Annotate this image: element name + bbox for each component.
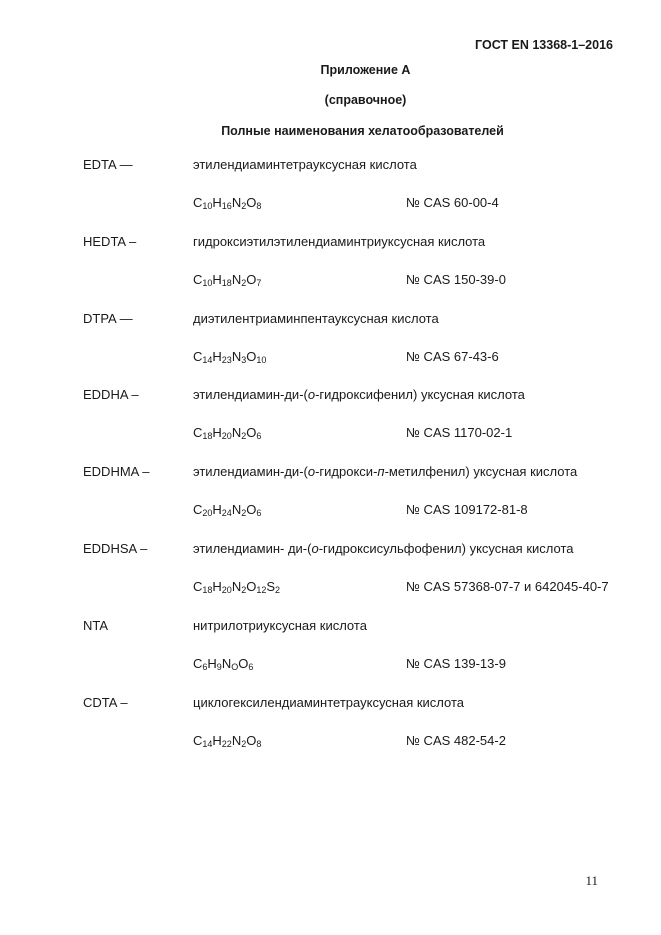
chelator-full-name: гидроксиэтилэтилендиаминтриуксусная кислота — [193, 233, 486, 249]
chelator-abbreviation: EDDHA – — [83, 387, 139, 403]
chelator-full-name: этилендиамин-ди-(о-гидрокси-п-метилфенил) уксусная кислота — [193, 464, 578, 480]
cas-number: № CAS 60-00-4 — [406, 195, 499, 210]
chelator-full-name: циклогексилендиаминтетрауксусная кислота — [193, 694, 465, 710]
chelator-entry — [0, 464, 661, 544]
cas-number: № CAS 482-54-2 — [406, 732, 506, 748]
chelator-full-name: этилендиамин- ди-(о-гидроксисульфофенил) уксусная кислота — [193, 541, 574, 556]
chelator-abbreviation: EDTA — — [83, 157, 133, 172]
chelator-entry — [0, 157, 661, 237]
cas-number: № CAS 139-13-9 — [406, 655, 506, 671]
chelator-abbreviation: CDTA – — [83, 694, 128, 710]
chelator-entry — [0, 541, 661, 621]
cas-number: № CAS 109172-81-8 — [406, 502, 528, 518]
chelator-abbreviation: EDDHMA – — [83, 464, 150, 480]
chelator-full-name: нитрилотриуксусная кислота — [193, 617, 367, 633]
page-number: 11 — [585, 873, 598, 888]
appendix-heading: Приложение А — [320, 63, 411, 77]
chelator-entry — [0, 618, 661, 698]
section-title: Полные наименования хелатообразователей — [221, 124, 504, 138]
chelator-full-name: этилендиамин-ди-(о-гидроксифенил) уксусная кислота — [193, 387, 525, 403]
chemical-formula: $C_{10}H_{16}N_2O_8$ — [193, 195, 262, 211]
chemical-formula: $C_{20}H_{24}N_2O_6$ — [193, 502, 262, 519]
standard-designation: ГОСТ EN 13368-1–2016 — [475, 38, 613, 52]
chemical-formula: $C_{14}H_{22}N_2O_8$ — [193, 732, 262, 749]
appendix-type: (справочное) — [324, 93, 407, 107]
chemical-formula: $C_{18}H_{20}N_2O_{12}S_2$ — [193, 579, 281, 595]
cas-number: № CAS 1170-02-1 — [406, 425, 513, 441]
cas-number: № CAS 150-39-0 — [406, 271, 506, 287]
chelator-entry — [0, 234, 661, 314]
chelator-full-name: этилендиаминтетрауксусная кислота — [193, 157, 417, 172]
chelator-abbreviation: EDDHSA – — [83, 541, 148, 556]
chemical-formula: $C_6H_9N_OO_6$ — [193, 655, 254, 672]
chelator-full-name: диэтилентриаминпентауксусная кислота — [193, 310, 439, 326]
chelator-entry — [0, 387, 661, 467]
cas-number: № CAS 57368-07-7 и 642045-40-7 — [406, 579, 609, 594]
chelator-entry — [0, 311, 661, 391]
cas-number: № CAS 67-43-6 — [406, 348, 499, 364]
chelator-entry — [0, 695, 661, 775]
chelator-abbreviation: NTA — [83, 617, 109, 633]
chemical-formula: $C_{10}H_{18}N_2O_7$ — [193, 271, 262, 288]
chemical-formula: $C_{18}H_{20}N_2O_6$ — [193, 425, 262, 442]
chelator-abbreviation: DTPA — — [83, 310, 133, 326]
chemical-formula: $C_{14}H_{23}N_3O_{10}$ — [193, 348, 267, 365]
chelator-abbreviation: HEDTA – — [83, 233, 137, 249]
